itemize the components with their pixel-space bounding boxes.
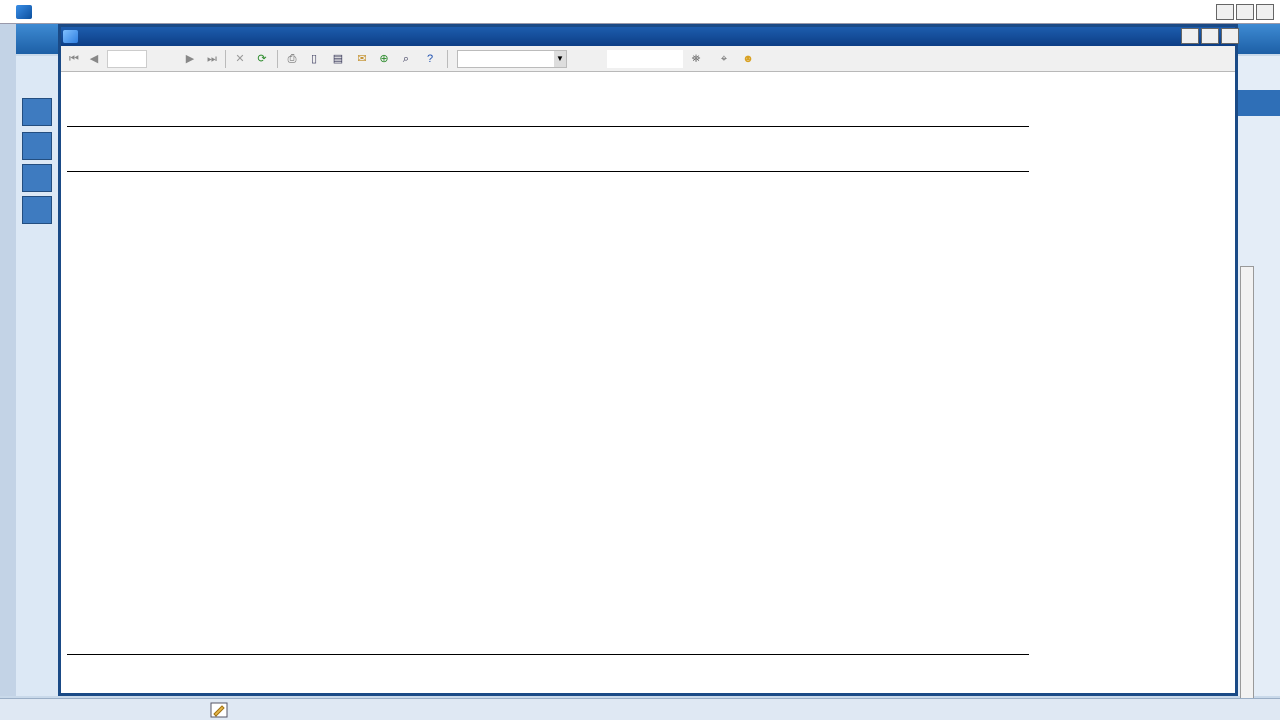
left-strip — [0, 24, 16, 696]
nav-calendar-button[interactable] — [22, 132, 52, 160]
nav-report-button[interactable] — [22, 196, 52, 224]
export-icon[interactable]: ✉ — [357, 53, 367, 65]
report-window — [58, 24, 1238, 696]
navigator-panel — [16, 56, 62, 696]
deltek-logo-icon — [16, 5, 32, 19]
prev-page-icon[interactable]: ◀ — [89, 53, 99, 65]
report-minimize-button[interactable] — [1181, 28, 1199, 44]
report-window-icon — [63, 30, 78, 43]
viewer-toolbar — [61, 46, 1235, 72]
next-page-icon[interactable]: ▶ — [185, 53, 195, 65]
right-scrollbar[interactable] — [1240, 266, 1254, 720]
report-maximize-button[interactable] — [1201, 28, 1219, 44]
page-number-input[interactable] — [107, 50, 147, 68]
emoticon-icon[interactable]: ☻ — [742, 53, 754, 65]
chevron-down-icon[interactable]: ▼ — [554, 51, 566, 67]
report-close-button[interactable] — [1221, 28, 1239, 44]
last-page-icon[interactable]: ⏭ — [207, 53, 217, 65]
report-page — [61, 73, 1235, 693]
page-setup-icon[interactable]: ▯ — [310, 53, 318, 65]
right-panel — [1236, 56, 1280, 696]
toolbar-separator — [277, 50, 278, 68]
report-titlebar — [61, 27, 1235, 46]
print-icon[interactable]: ⎙ — [287, 53, 297, 65]
app-titlebar — [0, 0, 1280, 24]
zoom-icon[interactable]: ⌕ — [402, 53, 410, 65]
first-page-icon[interactable]: ⏮ — [69, 53, 79, 65]
toolbar-separator — [225, 50, 226, 68]
app-window-controls — [1216, 4, 1274, 20]
right-panel-band — [1236, 90, 1280, 116]
header-rule — [67, 126, 1029, 127]
nav-stopwatch-button[interactable] — [22, 98, 52, 126]
binoculars-icon[interactable]: ⛯ — [691, 53, 701, 65]
find-input[interactable] — [607, 50, 683, 68]
save-icon[interactable]: ⊕ — [379, 53, 389, 65]
help-icon[interactable]: ? — [426, 53, 434, 65]
pencil-icon — [210, 702, 228, 718]
app-maximize-button[interactable] — [1236, 4, 1254, 20]
status-bar — [0, 698, 1280, 720]
header-rule-bottom — [67, 171, 1029, 172]
footer-rule — [67, 654, 1029, 655]
zoom-select[interactable] — [457, 50, 567, 68]
app-minimize-button[interactable] — [1216, 4, 1234, 20]
nav-calendar2-button[interactable] — [22, 164, 52, 192]
refresh-icon[interactable]: ⟳ — [257, 53, 267, 65]
print-layout-icon[interactable]: ▤ — [332, 53, 344, 65]
stop-icon[interactable]: ✕ — [235, 53, 245, 65]
toolbar-separator — [447, 50, 448, 68]
report-window-controls — [1181, 28, 1239, 44]
app-close-button[interactable] — [1256, 4, 1274, 20]
find-next-icon[interactable]: ⌖ — [720, 53, 728, 65]
